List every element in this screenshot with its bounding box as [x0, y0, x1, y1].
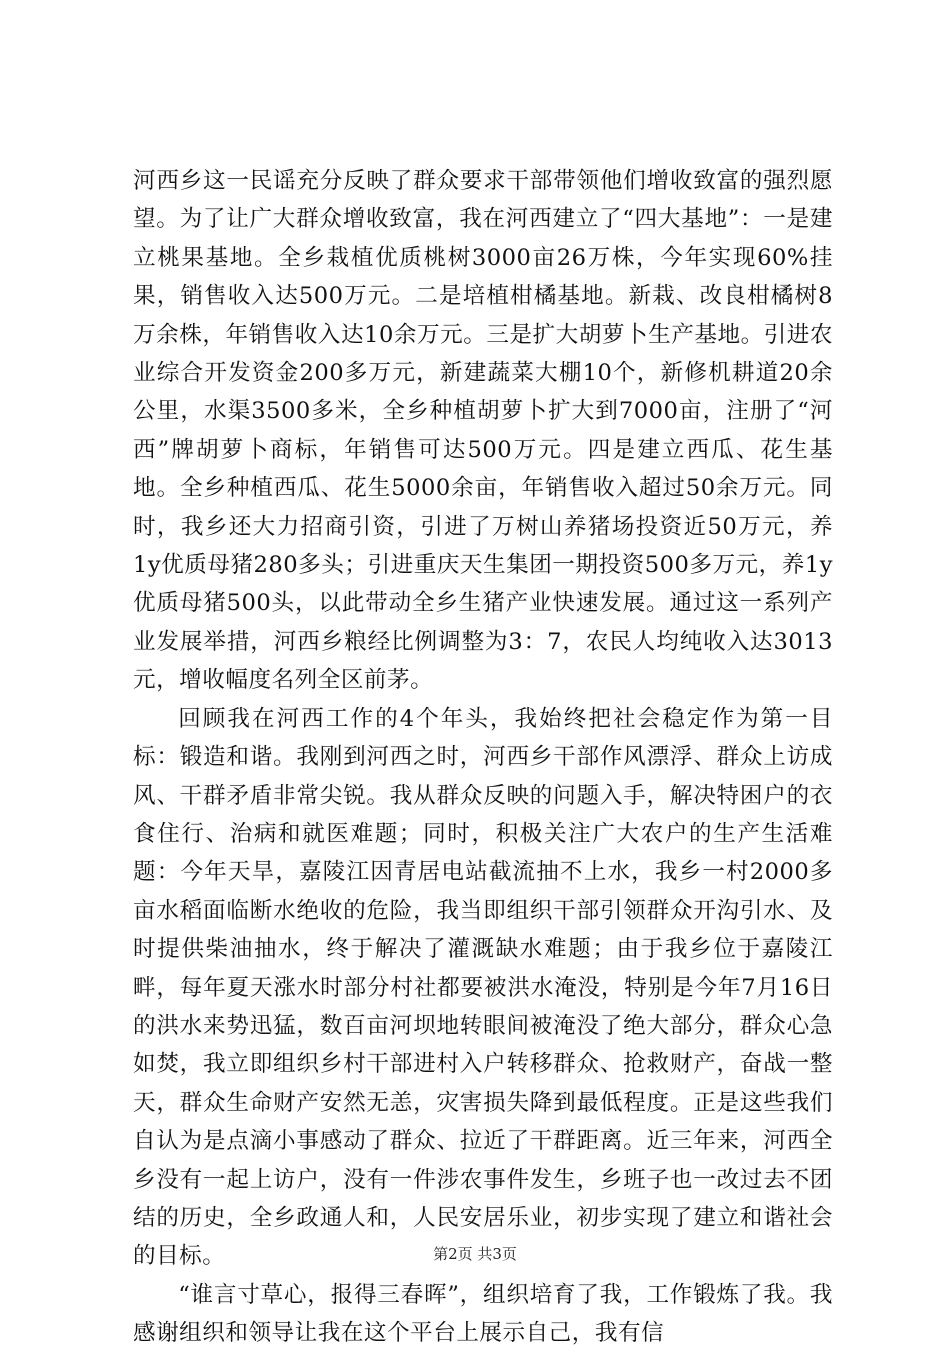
page-footer	[0, 1244, 950, 1264]
page-number: 第2页 共3页	[433, 1245, 517, 1263]
paragraph-2: 回顾我在河西工作的4个年头，我始终把社会稳定作为第一目标：锻造和谐。我刚到河西之时，河西乡干部作风漂浮、群众上访成风、干群矛盾非常尖锐。我从群众反映的问题入手，解决特困户的衣食住行、治病和就医难题；同时，积极关注广大农户的生产生活难题：今年天旱，嘉陵江因青居电站截流抽不上水，我乡一村2000多亩水稻面临断水绝收的危险，我当即组织干部引领群众开沟引水、及时提供柴油抽水，终于解决了灌溉缺水难题；由于我乡位于嘉陵江畔，每年夏天涨水时部分村社都要被洪水淹没，特别是今年7月16日的洪水来势迅猛，数百亩河坝地转眼间被淹没了绝大部分，群众心急如焚，我立即组织乡村干部进村入户转移群众、抢救财产，奋战一整天，群众生命财产安然无恙，灾害损失降到最低程度。正是这些我们自认为是点滴小事感动了群众、拉近了干群距离。近三年来，河西全乡没有一起上访户，没有一件涉农事件发生，乡班子也一改过去不团结的历史，全乡政通人和，人民安居乐业，初步实现了建立和谐社会的目标。	[133, 705, 833, 1270]
document-body	[133, 162, 833, 1353]
paragraph-1: 河西乡这一民谣充分反映了群众要求干部带领他们增收致富的强烈愿望。为了让广大群众增收致富，我在河西建立了“四大基地”：一是建立桃果基地。全乡栽植优质桃树3000亩26万株，今年实现60%挂果，销售收入达500万元。二是培植柑橘基地。新栽、改良柑橘树8万余株，年销售收入达10余万元。三是扩大胡萝卜生产基地。引进农业综合开发资金200多万元，新建蔬菜大棚10个，新修机耕道20余公里，水渠3500多米，全乡种植胡萝卜扩大到7000亩，注册了“河西”牌胡萝卜商标，年销售可达500万元。四是建立西瓜、花生基地。全乡种植西瓜、花生5000余亩，年销售收入超过50余万元。同时，我乡还大力招商引资，引进了万树山养猪场投资近50万元，养1y优质母猪280多头；引进重庆天生集团一期投资500多万元，养1y优质母猪500头，以此带动全乡生猪产业快速发展。通过这一系列产业发展举措，河西乡粮经比例调整为3：7，农民人均纯收入达3013元，增收幅度名列全区前茅。	[133, 168, 833, 694]
paragraph-3: “谁言寸草心，报得三春晖”，组织培育了我，工作锻炼了我。我感谢组织和领导让我在这个平台上展示自己，我有信	[133, 1281, 833, 1347]
